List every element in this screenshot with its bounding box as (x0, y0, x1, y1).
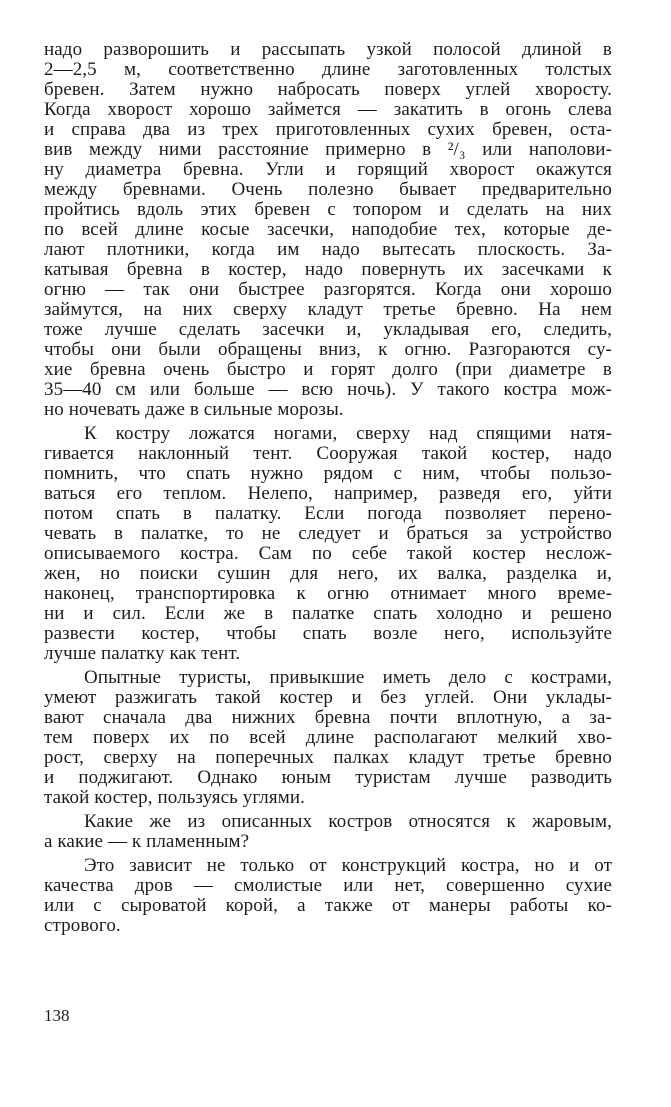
text-line: бревен. Затем нужно набросать поверх углей хворосту. (44, 79, 612, 100)
text-line: хие бревна очень быстро и горят долго (при диаметре в (44, 359, 612, 380)
page-number: 138 (44, 1006, 70, 1025)
text-line: тем поверх их по всей длине располагают мелкий хво- (44, 727, 612, 748)
text-line: чевать в палатке, то не следует и браться за устройство (44, 523, 612, 544)
text-line: умеют разжигать такой костер и без углей. Они уклады- (44, 687, 612, 708)
text-line: пройтись вдоль этих бревен с топором и сделать на них (44, 199, 612, 220)
text-line: по всей длине косые засечки, наподобие тех, которые де- (44, 219, 612, 240)
text-line: тоже лучше сделать засечки и, укладывая его, следить, (44, 319, 612, 340)
text-line: рост, сверху на поперечных палках кладут третье бревно (44, 747, 612, 768)
text-line: но ночевать даже в сильные морозы. (44, 399, 344, 420)
text-line: займутся, на них сверху кладут третье бревно. На нем (44, 299, 612, 320)
text-line: между бревнами. Очень полезно бывает предварительно (44, 179, 612, 200)
text-line: вают сначала два нижних бревна почти вплотную, а за- (44, 707, 612, 728)
text-line: надо разворошить и рассыпать узкой полосой длиной в (44, 39, 612, 60)
text-line: лают плотники, когда им надо вытесать плоскость. За- (44, 239, 612, 260)
text-line: Опытные туристы, привыкшие иметь дело с кострами, (84, 667, 612, 688)
text-line: гивается наклонный тент. Сооружая такой костер, надо (44, 443, 612, 464)
paragraph-4 (44, 812, 612, 852)
text-line: вив между ними расстояние примерно в ²/₃ или наполови- (44, 139, 612, 160)
text-line: катывая бревна в костер, надо повернуть их засечками к (44, 259, 612, 280)
text-line: ни и сил. Если же в палатке спать холодно и решено (44, 603, 612, 624)
paragraph-1 (44, 40, 612, 420)
text-line: наконец, транспортировка к огню отнимает много време- (44, 583, 612, 604)
text-line: такой костер, пользуясь углями. (44, 787, 305, 808)
text-line: 2—2,5 м, соответственно длине заготовленных толстых (44, 59, 612, 80)
text-line: жен, но поиски сушин для него, их валка, разделка и, (44, 563, 612, 584)
text-line: 35—40 см или больше — всю ночь). У такого костра мож- (44, 379, 612, 400)
paragraph-2 (44, 424, 612, 664)
text-line: Это зависит не только от конструкций костра, но и от (84, 855, 612, 876)
text-line: а какие — к пламенным? (44, 831, 250, 852)
text-line: и справа два из трех приготовленных сухих бревен, оста- (44, 119, 612, 140)
text-line: чтобы они были обращены вниз, к огню. Разгораются су- (44, 339, 612, 360)
page-body (44, 40, 612, 940)
text-line: описываемого костра. Сам по себе такой костер неслож- (44, 543, 612, 564)
text-line: лучше палатку как тент. (44, 643, 241, 664)
text-line: потом спать в палатку. Если погода позволяет перено- (44, 503, 612, 524)
text-line: стрового. (44, 915, 121, 936)
text-line: Когда хворост хорошо займется — закатить в огонь слева (44, 99, 612, 120)
paragraph-5 (44, 856, 612, 936)
text-line: и поджигают. Однако юным туристам лучше разводить (44, 767, 612, 788)
text-line: ну диаметра бревна. Угли и горящий хворост окажутся (44, 159, 612, 180)
text-line: Какие же из описанных костров относятся к жаровым, (84, 811, 612, 832)
paragraph-3 (44, 668, 612, 808)
text-line: огню — так они быстрее разгорятся. Когда они хорошо (44, 279, 612, 300)
text-line: развести костер, чтобы спать возле него, используйте (44, 623, 612, 644)
text-line: или с сыроватой корой, а также от манеры работы ко- (44, 895, 612, 916)
text-line: помнить, что спать нужно рядом с ним, чтобы пользо- (44, 463, 612, 484)
text-line: ваться его теплом. Нелепо, например, разведя его, уйти (44, 483, 612, 504)
text-line: качества дров — смолистые или нет, совершенно сухие (44, 875, 612, 896)
text-line: К костру ложатся ногами, сверху над спящими натя- (84, 423, 612, 444)
